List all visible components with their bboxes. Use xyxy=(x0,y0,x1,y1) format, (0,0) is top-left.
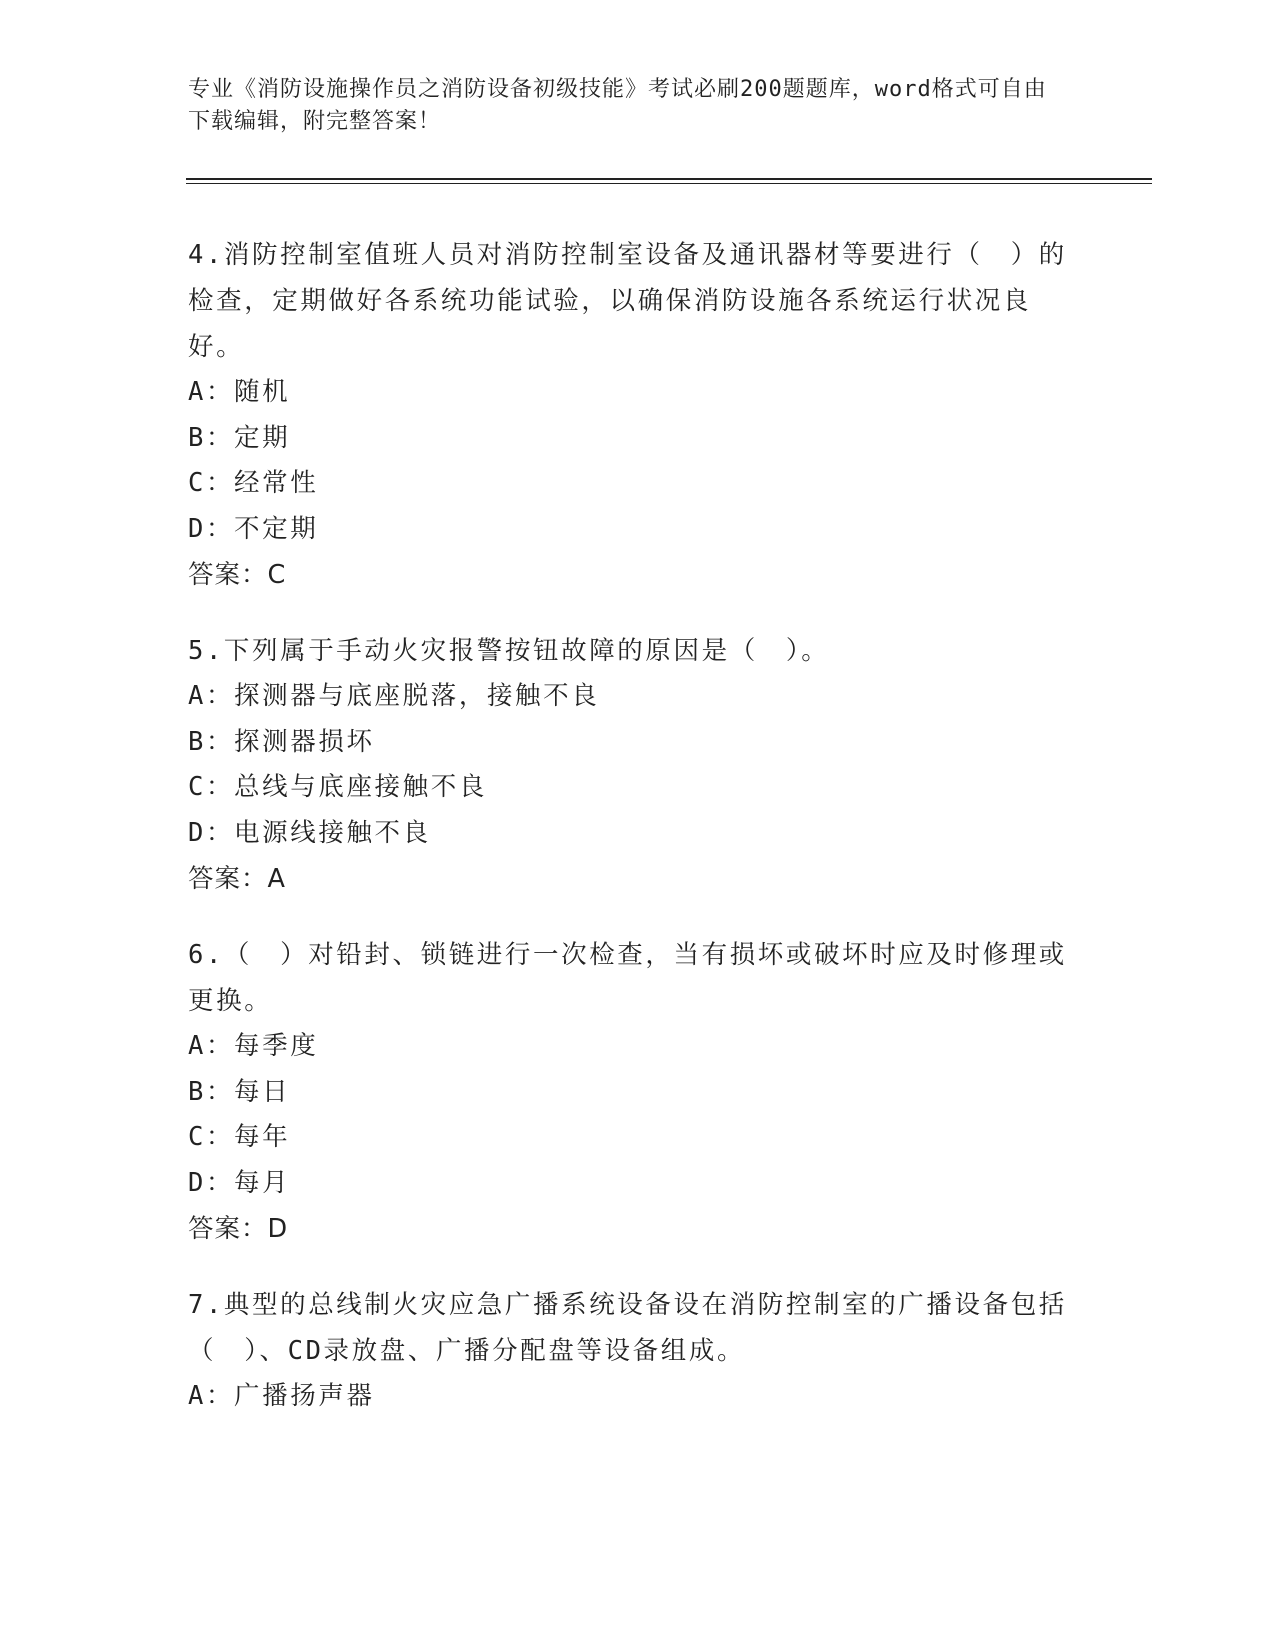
option-b: B：探测器损坏 xyxy=(188,726,375,757)
answer-line: 答案：A xyxy=(188,864,286,894)
question-stem: 5.下列属于手动火灾报警按钮故障的原因是（ ）。 xyxy=(188,636,830,666)
document-header: 专业《消防设施操作员之消防设备初级技能》考试必刷200题题库，word格式可自由下载编辑，附完整答案！ xyxy=(188,77,1047,134)
answer-line: 答案：C xyxy=(188,560,287,590)
header-rule-thick xyxy=(186,178,1152,180)
question-stem: 7.典型的总线制火灾应急广播系统设备设在消防控制室的广播设备包括（ ）、CD录放盘、广播分配盘等设备组成。 xyxy=(188,1290,1067,1366)
question-5 xyxy=(188,628,1068,902)
option-d: D：电源线接触不良 xyxy=(188,817,431,848)
option-a: A：每季度 xyxy=(188,1031,319,1061)
answer-line: 答案：D xyxy=(188,1214,289,1244)
option-d: D：每月 xyxy=(188,1167,291,1198)
option-b: B：定期 xyxy=(188,422,291,453)
question-6 xyxy=(188,932,1068,1252)
question-4 xyxy=(188,232,1068,598)
question-7 xyxy=(188,1282,1068,1420)
header-rule-thin xyxy=(186,183,1152,184)
question-stem: 6.（ ）对铅封、锁链进行一次检查，当有损坏或破坏时应及时修理或更换。 xyxy=(188,940,1067,1016)
option-c: C：总线与底座接触不良 xyxy=(188,772,487,802)
option-a: A：广播扬声器 xyxy=(188,1381,375,1411)
question-list xyxy=(188,232,1068,1450)
option-a: A：探测器与底座脱落，接触不良 xyxy=(188,681,600,711)
option-d: D：不定期 xyxy=(188,513,319,544)
question-stem: 4.消防控制室值班人员对消防控制室设备及通讯器材等要进行（ ）的检查，定期做好各系统功能试验，以确保消防设施各系统运行状况良好。 xyxy=(188,240,1067,362)
option-b: B：每日 xyxy=(188,1076,291,1107)
option-a: A：随机 xyxy=(188,377,291,407)
option-c: C：经常性 xyxy=(188,468,319,498)
option-c: C：每年 xyxy=(188,1122,291,1152)
